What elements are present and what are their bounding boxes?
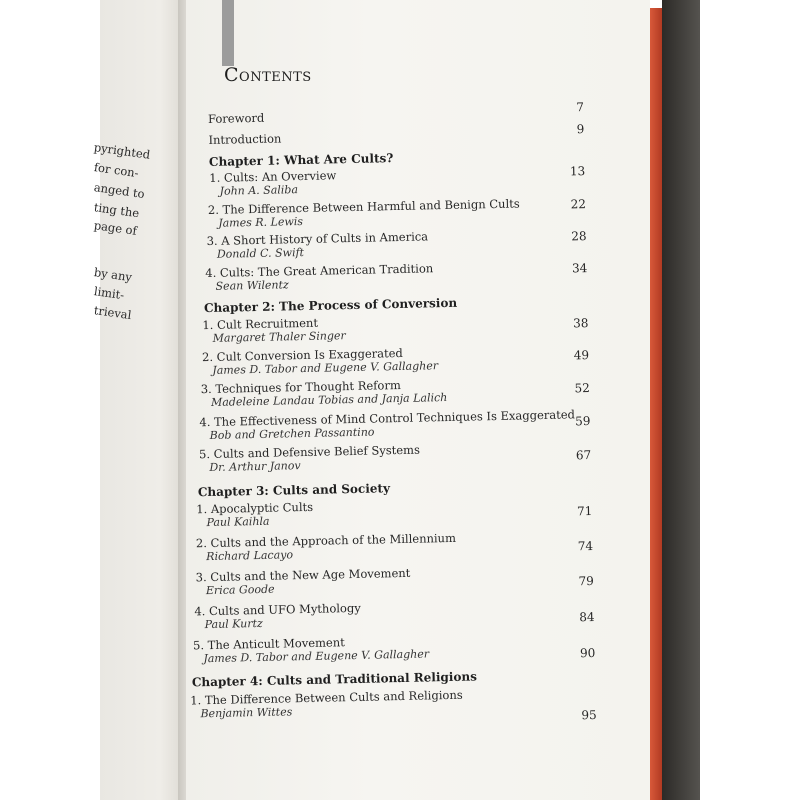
toc-entry-title: 4. The Effectiveness of Mind Control Techniques Is Exaggerated bbox=[199, 407, 576, 430]
toc-entry-author: John A. Saliba bbox=[219, 183, 299, 198]
left-page-text: limit- bbox=[93, 284, 126, 303]
toc-entry-title: 3. Techniques for Thought Reform bbox=[200, 377, 401, 397]
toc-entry-title: 1. The Difference Between Cults and Religions bbox=[190, 687, 463, 708]
foreword-title: Foreword bbox=[207, 110, 265, 126]
toc-entry-author: Bob and Gretchen Passantino bbox=[209, 425, 375, 442]
foreword-page: 7 bbox=[576, 100, 585, 115]
toc-entry-author: Sean Wilentz bbox=[215, 278, 289, 293]
toc-entry-author: Benjamin Wittes bbox=[200, 705, 293, 721]
toc-entry-author: Paul Kurtz bbox=[204, 616, 263, 632]
toc-entry-page: 13 bbox=[569, 164, 586, 179]
toc-entry-title: 5. The Anticult Movement bbox=[192, 635, 345, 653]
left-page-text: anged to bbox=[93, 180, 146, 202]
chapter-2-title: Chapter 2: The Process of Conversion bbox=[203, 295, 458, 316]
toc-entry-page: 84 bbox=[579, 609, 595, 625]
toc-entry-author: Paul Kaihla bbox=[206, 514, 270, 530]
toc-entry-page: 79 bbox=[578, 573, 594, 589]
toc-entry-page: 49 bbox=[573, 348, 590, 363]
toc-entry-title: 2. Cults and the Approach of the Millennium bbox=[195, 530, 457, 551]
toc-entry-title: 1. Cults: An Overview bbox=[209, 168, 337, 185]
toc-entry-page: 71 bbox=[576, 503, 593, 519]
left-page-text: pyrighted bbox=[93, 140, 152, 162]
toc-entry-title: 3. Cults and the New Age Movement bbox=[195, 565, 411, 585]
toc-entry-author: Madeleine Landau Tobias and Janja Lalich bbox=[210, 391, 448, 409]
toc-entry-page: 74 bbox=[577, 538, 594, 554]
toc-entry-author: Donald C. Swift bbox=[216, 245, 305, 261]
toc-entry-title: 1. Cult Recruitment bbox=[202, 315, 319, 333]
toc-entry-page: 67 bbox=[575, 448, 592, 463]
left-page-text: by any bbox=[93, 265, 133, 285]
toc-entry-author: James D. Tabor and Eugene V. Gallagher bbox=[203, 647, 430, 666]
toc-entry-title: 4. Cults and UFO Mythology bbox=[194, 600, 361, 619]
left-page-text: trieval bbox=[93, 303, 133, 323]
toc-entry-page: 59 bbox=[575, 414, 591, 429]
toc-entry-page: 22 bbox=[570, 197, 587, 212]
toc-entry-page: 95 bbox=[581, 707, 597, 723]
toc-entry-author: Dr. Arthur Janov bbox=[209, 459, 301, 475]
toc-entry-title: 3. A Short History of Cults in America bbox=[206, 229, 429, 249]
toc-entry-author: Richard Lacayo bbox=[206, 548, 294, 564]
toc-entry-title: 1. Apocalyptic Cults bbox=[196, 499, 314, 517]
chapter-3-title: Chapter 3: Cults and Society bbox=[197, 481, 391, 500]
toc-entry-author: James R. Lewis bbox=[218, 214, 304, 230]
toc-entry-author: James D. Tabor and Eugene V. Gallagher bbox=[212, 359, 439, 377]
introduction-title: Introduction bbox=[208, 131, 282, 147]
chapter-4-title: Chapter 4: Cults and Traditional Religions bbox=[191, 669, 478, 690]
toc-entry-title: 5. Cults and Defensive Belief Systems bbox=[198, 442, 421, 462]
toc-entry-page: 90 bbox=[579, 645, 596, 661]
introduction-page: 9 bbox=[576, 122, 585, 137]
left-page-text: ting the bbox=[93, 200, 141, 221]
left-page-text: page of bbox=[93, 218, 138, 238]
left-page-text: for con- bbox=[93, 160, 140, 181]
toc-entry-author: Margaret Thaler Singer bbox=[212, 329, 346, 345]
toc-entry-page: 52 bbox=[574, 381, 590, 396]
toc-entry-author: Erica Goode bbox=[205, 582, 275, 598]
toc-entry-title: 2. Cult Conversion Is Exaggerated bbox=[201, 345, 403, 365]
toc-entry-title: 2. The Difference Between Harmful and Benign Cults bbox=[207, 196, 520, 217]
toc-entry-page: 38 bbox=[573, 316, 589, 331]
chapter-1-title: Chapter 1: What Are Cults? bbox=[208, 151, 394, 169]
toc-entry-title: 4. Cults: The Great American Tradition bbox=[205, 261, 434, 281]
toc-entry-page: 34 bbox=[571, 261, 588, 276]
toc-entry-page: 28 bbox=[571, 229, 587, 244]
contents-heading: Contents bbox=[224, 64, 312, 86]
